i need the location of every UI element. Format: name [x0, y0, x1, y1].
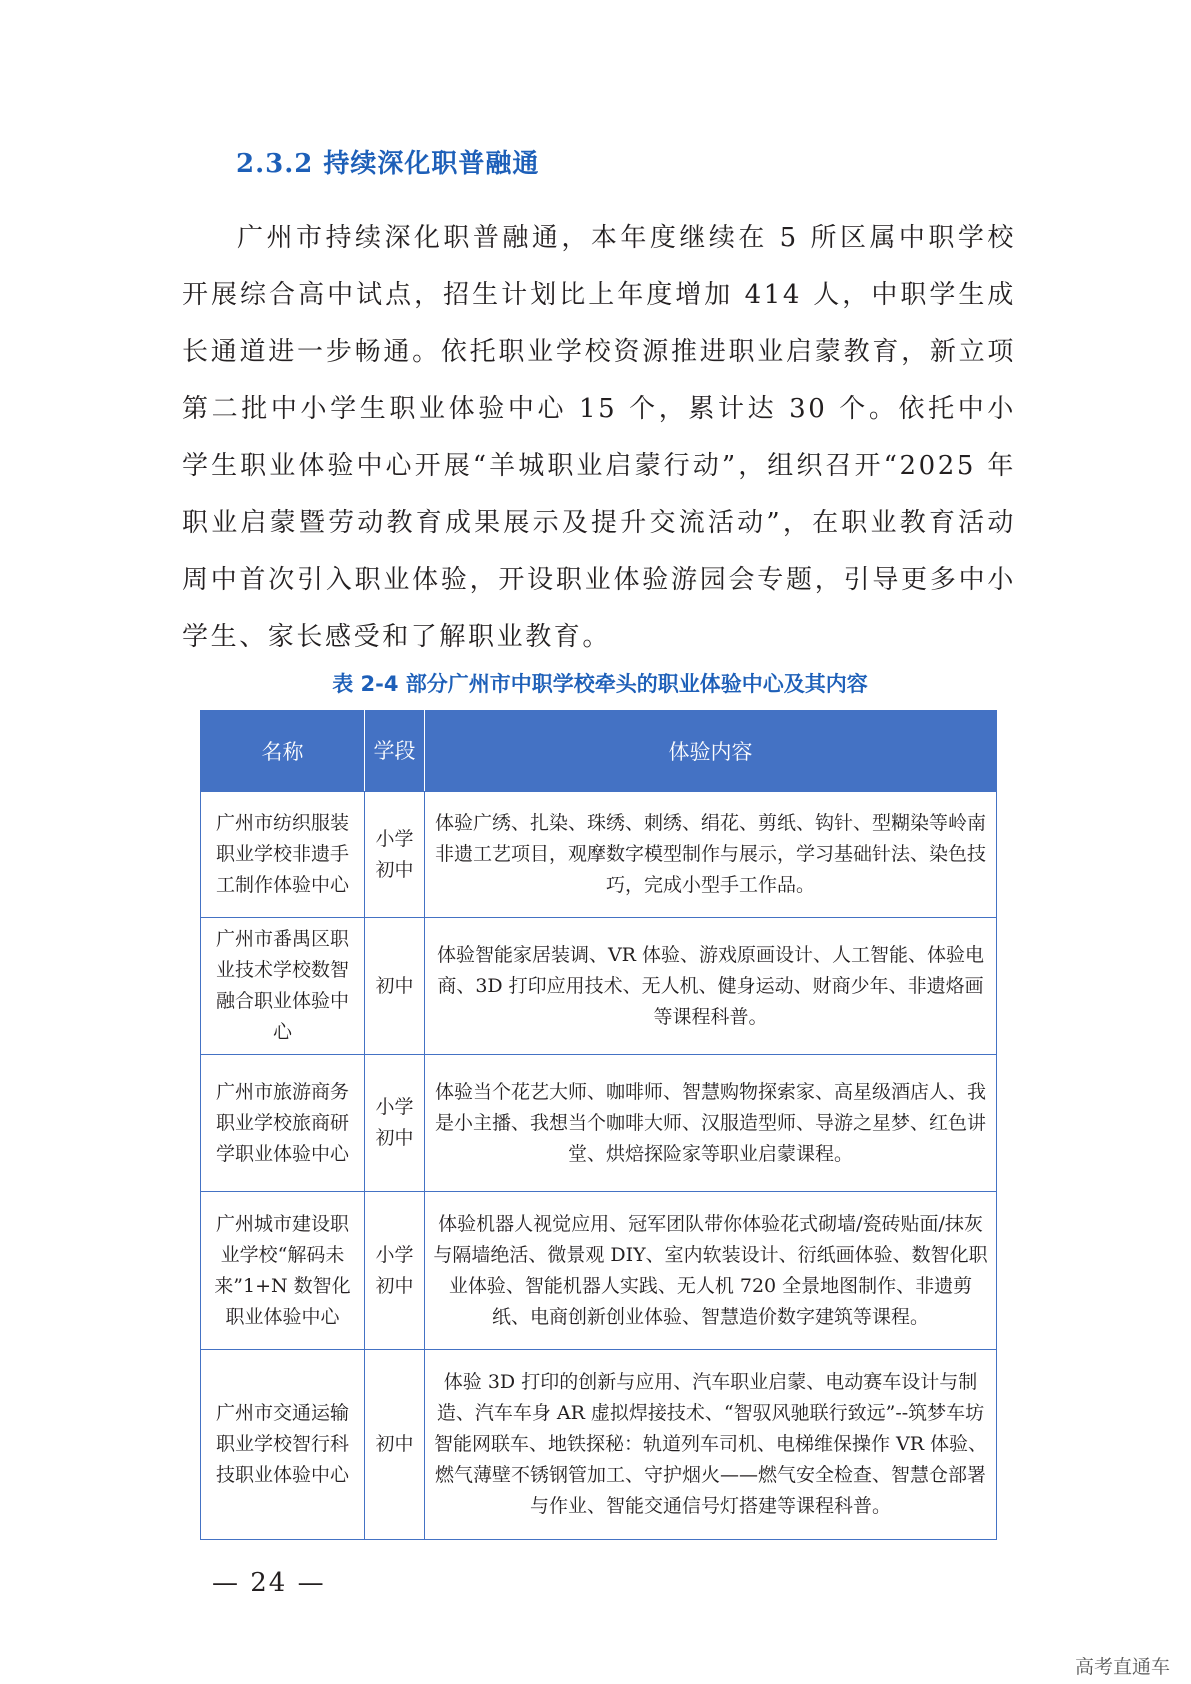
page-number: — 24 —: [212, 1568, 326, 1598]
row-name: 广州市旅游商务职业学校旅商研学职业体验中心: [201, 1055, 365, 1192]
row-name: 广州市交通运输职业学校智行科技职业体验中心: [201, 1350, 365, 1540]
experience-center-table: [200, 710, 997, 1540]
row-name: 广州城市建设职业学校“解码未来”1+N 数智化职业体验中心: [201, 1192, 365, 1350]
table-row: [201, 1192, 997, 1350]
watermark: 高考直通车: [1074, 1656, 1170, 1678]
row-stage: 小学初中: [365, 1192, 425, 1350]
section-title: 2.3.2 持续深化职普融通: [236, 149, 540, 179]
row-content: 体验广绣、扎染、珠绣、刺绣、绢花、剪纸、钩针、型糊染等岭南非遗工艺项目，观摩数字模型制作与展示，学习基础针法、染色技巧，完成小型手工作品。: [425, 792, 997, 918]
table-row: [201, 1350, 997, 1540]
body-paragraph: 广州市持续深化职普融通，本年度继续在 5 所区属中职学校开展综合高中试点，招生计划比上年度增加 414 人，中职学生成长通道进一步畅通。依托职业学校资源推进职业启蒙教育，新立项第二批中小学生职业体验中心 15 个，累计达 30 个。依托中小学生职业体验中心开展“羊城职业启蒙行动”，组织召开“2025 年职业启蒙暨劳动教育成果展示及提升交流活动”，在职业教育活动周中首次引入职业体验，开设职业体验游园会专题，引导更多中小学生、家长感受和了解职业教育。: [182, 223, 1016, 652]
row-stage: 初中: [365, 918, 425, 1055]
table-row: [201, 792, 997, 918]
row-stage: 小学初中: [365, 1055, 425, 1192]
row-content: 体验 3D 打印的创新与应用、汽车职业启蒙、电动赛车设计与制造、汽车车身 AR 虚拟焊接技术、“智驭风驰联行致远”--筑梦车坊智能网联车、地铁探秘：轨道列车司机、电梯维保操作 VR 体验、燃气薄壁不锈钢管加工、守护烟火——燃气安全检查、智慧仓部署与作业、智能交通信号灯搭建等课程科普。: [425, 1350, 997, 1540]
row-name: 广州市纺织服装职业学校非遗手工制作体验中心: [201, 792, 365, 918]
row-stage: 小学初中: [365, 792, 425, 918]
table-row: [201, 1055, 997, 1192]
table-caption: 表 2-4 部分广州市中职学校牵头的职业体验中心及其内容: [332, 672, 868, 696]
header-content: 体验内容: [425, 711, 997, 792]
header-stage: 学段: [365, 711, 425, 792]
header-name: 名称: [201, 711, 365, 792]
row-content: 体验当个花艺大师、咖啡师、智慧购物探索家、高星级酒店人、我是小主播、我想当个咖啡大师、汉服造型师、导游之星梦、红色讲堂、烘焙探险家等职业启蒙课程。: [425, 1055, 997, 1192]
row-content: 体验机器人视觉应用、冠军团队带你体验花式砌墙/瓷砖贴面/抹灰与隔墙绝活、微景观 DIY、室内软装设计、衍纸画体验、数智化职业体验、智能机器人实践、无人机 720 全景地图制作、非遗剪纸、电商创新创业体验、智慧造价数字建筑等课程。: [425, 1192, 997, 1350]
row-content: 体验智能家居装调、VR 体验、游戏原画设计、人工智能、体验电商、3D 打印应用技术、无人机、健身运动、财商少年、非遗烙画等课程科普。: [425, 918, 997, 1055]
table-header-row: [201, 711, 997, 792]
table-row: [201, 918, 997, 1055]
row-stage: 初中: [365, 1350, 425, 1540]
row-name: 广州市番禺区职业技术学校数智融合职业体验中心: [201, 918, 365, 1055]
